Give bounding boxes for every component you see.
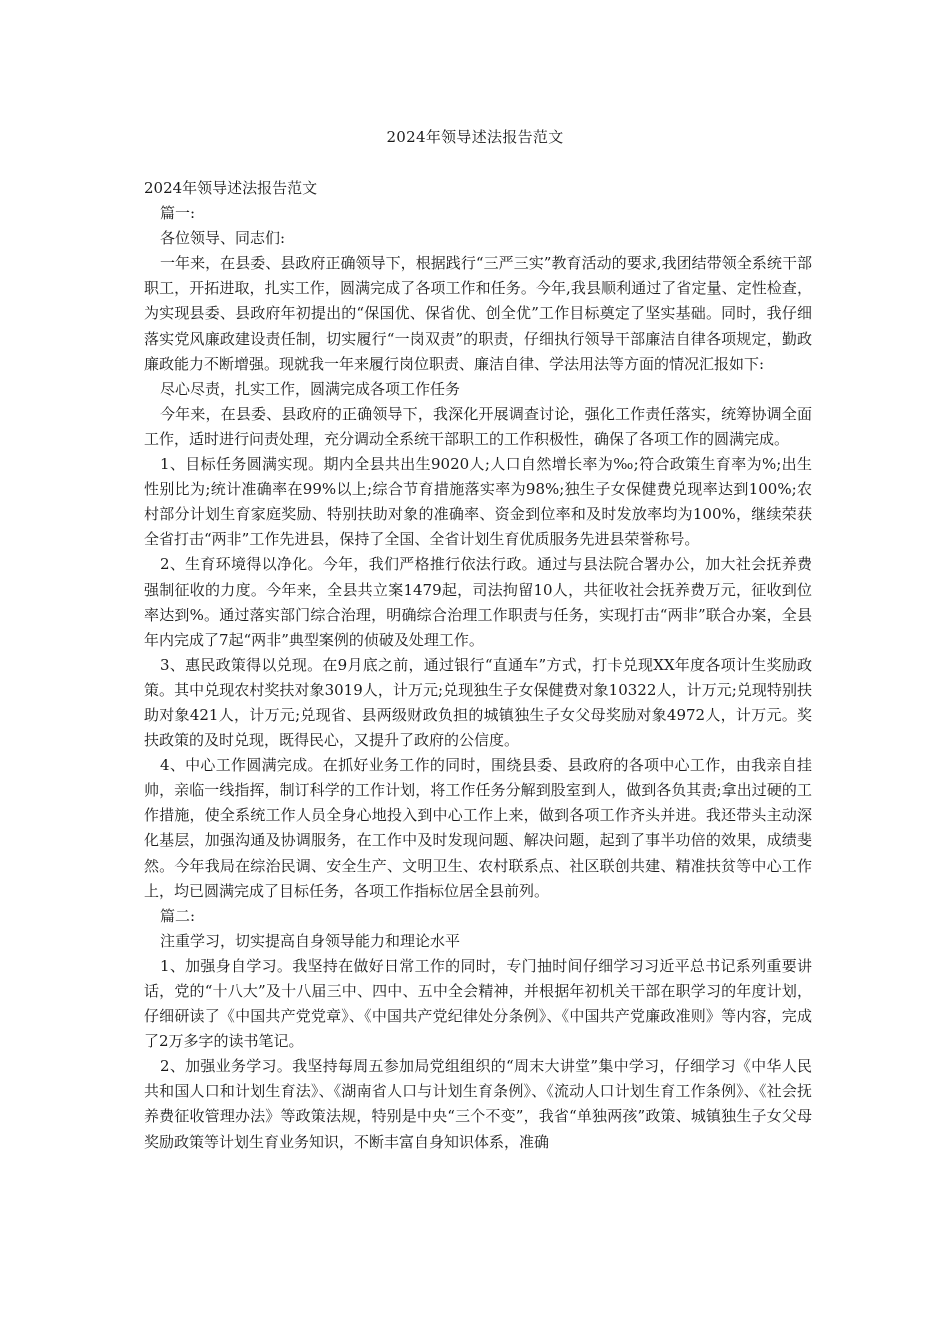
paragraph: 3、惠民政策得以兑现。在9月底之前，通过银行“直通车”方式，打卡兑现XX年度各项计生奖励政策。其中兑现农村奖扶对象3019人，计万元;兑现独生子女保健费对象10322人，计万元;兑现特别扶助对象421人，计万元;兑现省、县两级财政负担的城镇独生子女父母奖励对象4972人，计万元。奖扶政策的及时兑现，既得民心，又提升了政府的公信度。 <box>144 655 812 750</box>
paragraph: 1、目标任务圆满实现。期内全县共出生9020人;人口自然增长率为‰;符合政策生育率为%;出生性别比为;统计准确率在99%以上;综合节育措施落实率为98%;独生子女保健费兑现率达到100%;农村部分计划生育家庭奖励、特别扶助对象的准确率、资金到位率和及时发放率均为100%，继续荣获全省打击“两非”工作先进县，保持了全国、全省计划生育优质服务先进县荣誉称号。 <box>144 455 812 549</box>
section-heading: 注重学习，切实提高自身领导能力和理论水平 <box>160 931 461 950</box>
paragraph: 今年来，在县委、县政府的正确领导下，我深化开展调查讨论，强化工作责任落实，统筹协调全面工作，适时进行问责处理，充分调动全系统干部职工的工作积极性，确保了各项工作的圆满完成。 <box>144 404 812 448</box>
section-label: 篇一: <box>160 204 196 223</box>
body-heading: 2024年领导述法报告范文 <box>144 179 318 197</box>
document-title: 2024年领导述法报告范文 <box>386 128 564 146</box>
section-heading: 尽心尽责，扎实工作，圆满完成各项工作任务 <box>160 379 461 398</box>
paragraph: 4、中心工作圆满完成。在抓好业务工作的同时，围绕县委、县政府的各项中心工作，由我亲自挂帅，亲临一线指挥，制订科学的工作计划，将工作任务分解到股室到人，做到各负其责;拿出过硬的工作措施，使全系统工作人员全身心地投入到中心工作上来，做到各项工作齐头并进。我还带头主动深化基层，加强沟通及协调服务，在工作中及时发现问题、解决问题，起到了事半功倍的效果，成绩斐然。今年我局在综治民调、安全生产、文明卫生、农村联系点、社区联创共建、精准扶贫等中心工作上，均已圆满完成了目标任务，各项工作指标位居全县前列。 <box>144 756 812 900</box>
paragraph: 2、加强业务学习。我坚持每周五参加局党组组织的“周末大讲堂”集中学习，仔细学习《中华人民共和国人口和计划生育法》、《湖南省人口与计划生育条例》、《流动人口计划生育工作条例》、《社会抚养费征收管理办法》等政策法规，特别是中央“三个不变”，我省“单独两孩”政策、城镇独生子女父母奖励政策等计划生育业务知识，不断丰富自身知识体系，准确 <box>144 1057 812 1151</box>
paragraph: 2、生育环境得以净化。今年，我们严格推行依法行政。通过与县法院合署办公，加大社会抚养费强制征收的力度。今年来，全县共立案1479起，司法拘留10人，共征收社会抚养费万元，征收到位率达到%。通过落实部门综合治理，明确综合治理工作职责与任务，实现打击“两非”联合办案，全县年内完成了7起“两非”典型案例的侦破及处理工作。 <box>144 555 812 649</box>
paragraph: 1、加强身自学习。我坚持在做好日常工作的同时，专门抽时间仔细学习习近平总书记系列重要讲话，党的“十八大”及十八届三中、四中、五中全会精神，并根据年初机关干部在职学习的年度计划，仔细研读了《中国共产党党章》、《中国共产党纪律处分条例》、《中国共产党廉政准则》等内容，完成了2万多字的读书笔记。 <box>144 956 812 1051</box>
paragraph: 一年来，在县委、县政府正确领导下，根据践行“三严三实”教育活动的要求,我团结带领全系统干部职工，开拓进取，扎实工作，圆满完成了各项工作和任务。今年,我县顺利通过了省定量、定性检查，为实现县委、县政府年初提出的“保国优、保省优、创全优”工作目标奠定了坚实基础。同时，我仔细落实党风廉政建设责任制，切实履行“一岗双责”的职责，仔细执行领导干部廉洁自律各项规定，勤政廉政能力不断增强。现就我一年来履行岗位职责、廉洁自律、学法用法等方面的情况汇报如下: <box>144 254 812 373</box>
section-label: 篇二: <box>160 906 196 925</box>
salutation: 各位领导、同志们: <box>160 229 286 248</box>
document-body <box>144 176 812 1155</box>
